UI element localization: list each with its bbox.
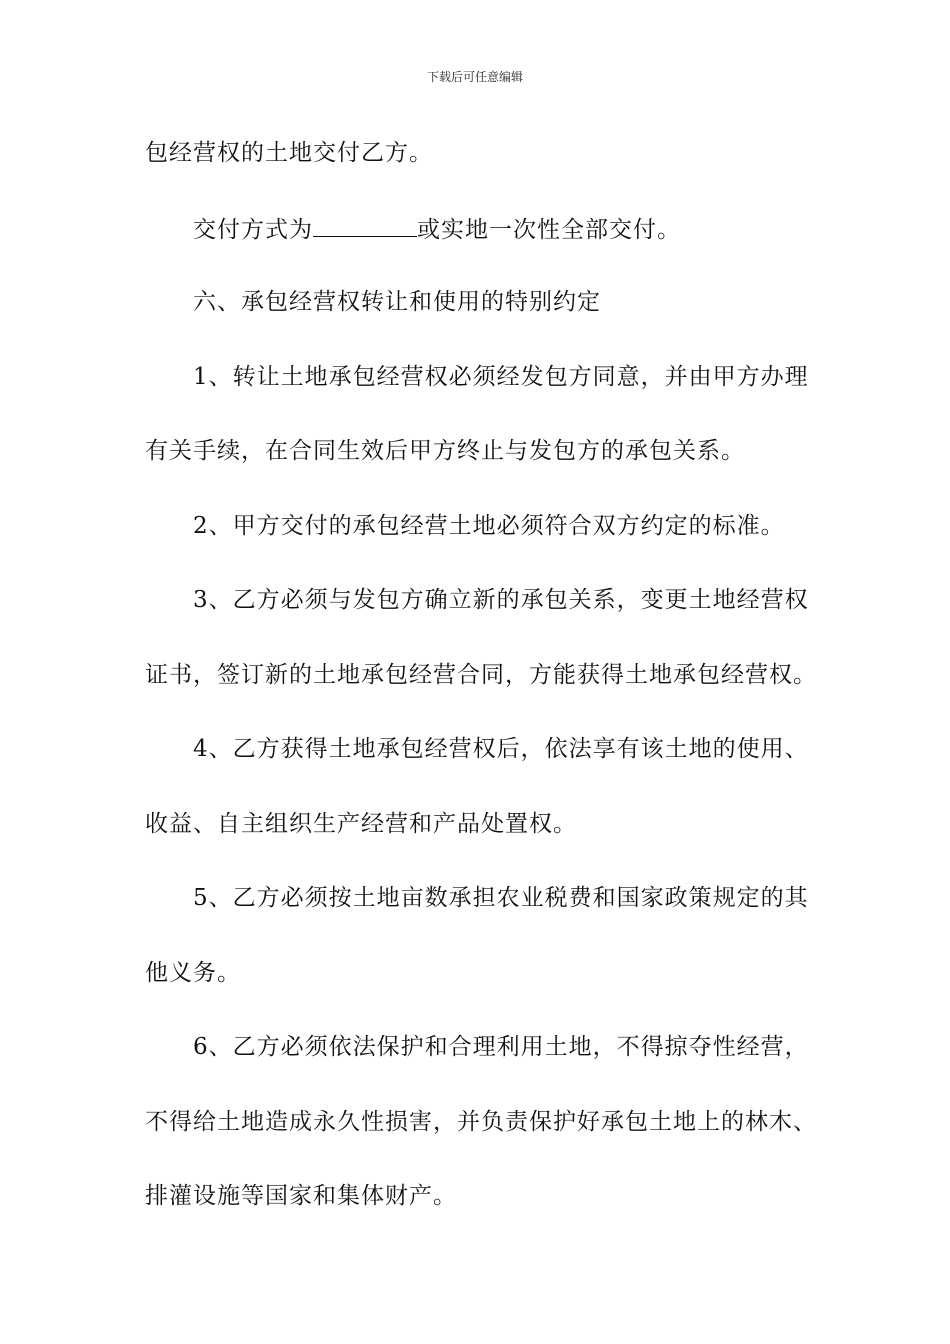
section-heading: 六、承包经营权转让和使用的特别约定	[193, 289, 601, 315]
delivery-method-line	[145, 206, 825, 281]
clause-2: 2、甲方交付的承包经营土地必须符合双方约定的标准。	[193, 512, 785, 539]
delivery-method-blank[interactable]	[313, 206, 417, 237]
clause-1-line-2: 有关手续，在合同生效后甲方终止与发包方的承包关系。	[145, 438, 745, 464]
page-header: 下载后可任意编辑	[426, 70, 523, 84]
paragraph-line: 包经营权的土地交付乙方。	[145, 140, 433, 166]
document-body	[145, 131, 825, 1249]
clause-3-line-1: 3、乙方必须与发包方确立新的承包关系，变更土地经营权	[193, 587, 809, 613]
delivery-method-suffix: 或实地一次性全部交付。	[417, 216, 681, 243]
clause-6-line-3: 排灌设施等国家和集体财产。	[145, 1183, 457, 1209]
clause-5-line-1: 5、乙方必须按土地亩数承担农业税费和国家政策规定的其	[193, 885, 809, 911]
clause-3-line-2: 证书，签订新的土地承包经营合同，方能获得土地承包经营权。	[145, 661, 817, 688]
clause-6-line-2: 不得给土地造成永久性损害，并负责保护好承包土地上的林木、	[145, 1108, 817, 1135]
clause-5-line-2: 他义务。	[145, 959, 241, 986]
clause-4-line-2: 收益、自主组织生产经营和产品处置权。	[145, 810, 577, 837]
clause-1-line-1: 1、转让土地承包经营权必须经发包方同意，并由甲方办理	[193, 363, 809, 390]
clause-6-line-1: 6、乙方必须依法保护和合理利用土地，不得掠夺性经营，	[193, 1034, 809, 1060]
delivery-method-label: 交付方式为	[193, 216, 313, 243]
clause-4-line-1: 4、乙方获得土地承包经营权后，依法享有该土地的使用、	[193, 736, 809, 762]
